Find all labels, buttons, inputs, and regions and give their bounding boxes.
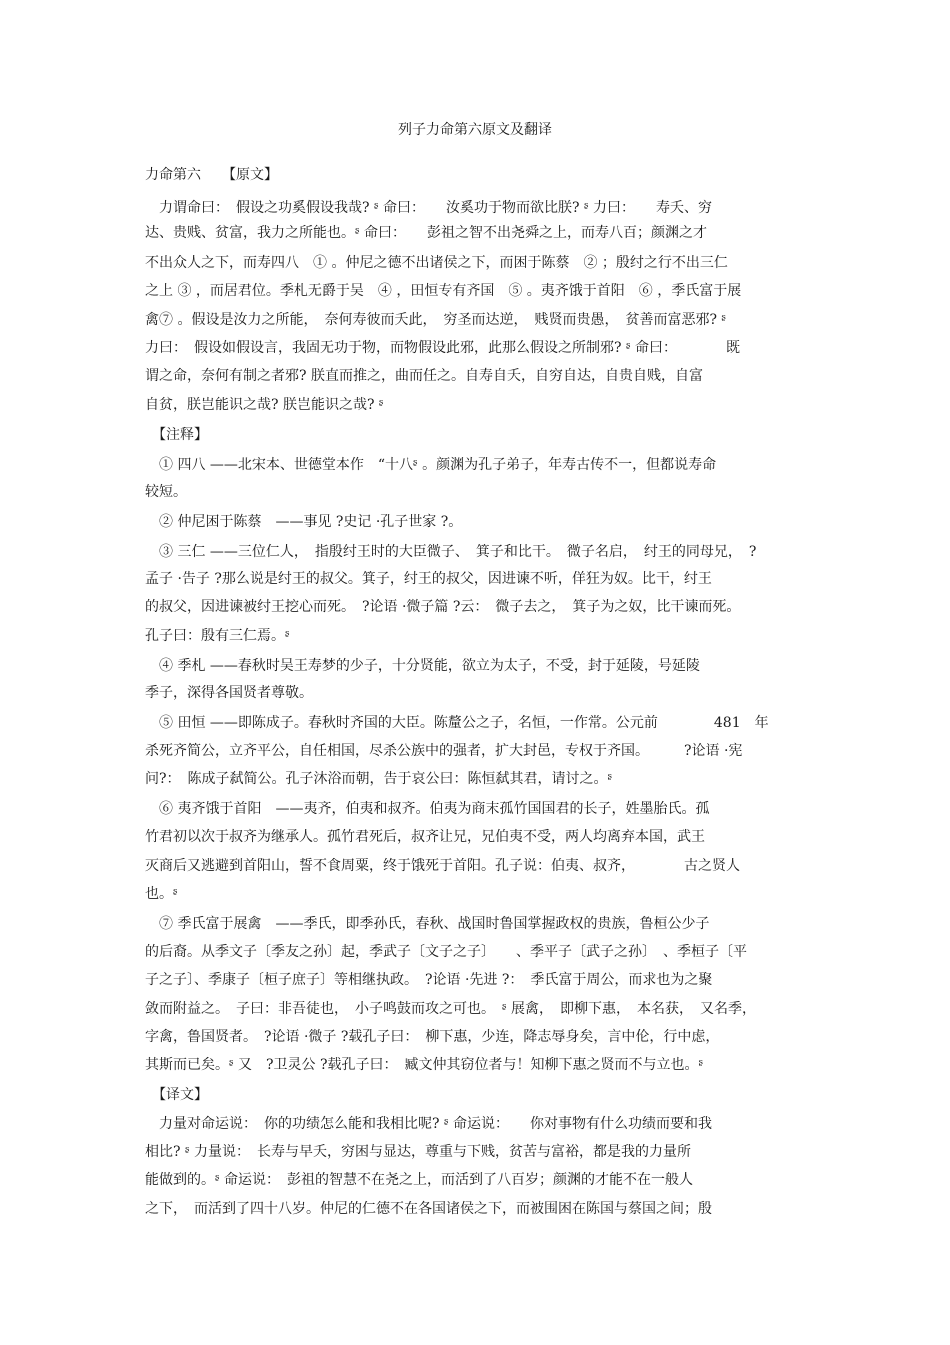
note-line: 孔子曰：殷有三仁焉。ᶳ — [145, 628, 290, 644]
text-line: 力曰： 假设如假设言，我固无功于物，而物假设此邪，此那么假设之所制邪? ᶳ 命曰： 既 — [145, 340, 740, 356]
translation-line: 相比? ᶳ 力量说： 长寿与早夭，穷困与显达，尊重与下贱，贫苦与富裕，都是我的力量所 — [145, 1144, 691, 1160]
note-line: ④ 季札 ——春秋时吴王寿梦的少子，十分贤能，欲立为太子，不受，封于延陵，号延陵 — [145, 658, 700, 674]
text-line: 之上 ③ ，而居君位。季札无爵于吴 ④ ，田恒专有齐国 ⑤ 。夷齐饿于首阳 ⑥ ，季氏富于展 — [145, 283, 742, 299]
note-line: 杀死齐简公，立齐平公，自任相国，尽杀公族中的强者，扩大封邑，专权于齐国。 ?论语 ·宪 — [145, 743, 743, 759]
text-line: 达、贵贱、贫富，我力之所能也。ᶳ 命曰： 彭祖之智不出尧舜之上，而寿八百；颜渊之才 — [145, 225, 708, 241]
note-line: ⑦ 季氏富于展禽 ——季氏，即季孙氏，春秋、战国时鲁国掌握政权的贵族，鲁桓公少子 — [145, 916, 710, 932]
text-line: 力谓命曰： 假设之功奚假设我哉? ᶳ 命曰： 汝奚功于物而欲比朕? ᶳ 力曰： 寿夭、穷 — [145, 200, 712, 216]
note-line: 的后裔。从季文子〔季友之孙〕起，季武子〔文子之子〕 、季平子〔武子之孙〕 、季桓子〔平 — [145, 944, 747, 960]
note-line: 问?： 陈成子弑简公。孔子沐浴而朝，告于哀公曰：陈恒弑其君，请讨之。ᶳ — [145, 771, 613, 787]
note-line: ② 仲尼困于陈蔡 ——事见 ?史记 ·孔子世家 ?。 — [145, 514, 463, 530]
note-line: 字禽，鲁国贤者。 ?论语 ·微子 ?载孔子曰： 柳下惠，少连，降志辱身矣，言中伦，行中虑， — [145, 1029, 720, 1045]
note-line: 其斯而已矣。ᶳ 又 ?卫灵公 ?载孔子曰： 臧文仲其窃位者与！知柳下惠之贤而不与立也。ᶳ — [145, 1057, 704, 1073]
note-line: 的叔父，因进谏被纣王挖心而死。 ?论语 ·微子篇 ?云： 微子去之， 箕子为之奴，比干谏而死。 — [145, 599, 741, 615]
note-line: 较短。 — [145, 484, 187, 500]
translation-line: 之下， 而活到了四十八岁。仲尼的仁德不在各国诸侯之下，而被围困在陈国与蔡国之间；殷 — [145, 1201, 712, 1217]
section-heading: 力命第六 【原文】 — [145, 167, 278, 183]
note-line: ① 四八 ——北宋本、世德堂本作 “十八ᶳ 。颜渊为孔子弟子，年寿古传不一，但都说寿命 — [145, 457, 717, 473]
section-heading: 【注释】 — [145, 427, 208, 443]
note-line: 孟子 ·告子 ?那么说是纣王的叔父。箕子，纣王的叔父，因进谏不听，佯狂为奴。比干，纣王 — [145, 571, 712, 587]
note-line: 季子，深得各国贤者尊敬。 — [145, 685, 313, 701]
note-line: 灭商后又逃避到首阳山，誓不食周粟，终于饿死于首阳。孔子说：伯夷、叔齐， 古之贤人 — [145, 858, 740, 874]
note-line: ③ 三仁 ——三位仁人， 指殷纣王时的大臣微子、 箕子和比干。 微子名启， 纣王的同母兄， ? — [145, 544, 757, 560]
note-line: 竹君初以次于叔齐为继承人。孤竹君死后，叔齐让兄，兄伯夷不受，两人均离弃本国，武王 — [145, 829, 705, 845]
note-line: 子之子〕、季康子〔桓子庶子〕等相继执政。 ?论语 ·先进 ?： 季氏富于周公，而求也为之聚 — [145, 972, 713, 988]
translation-line: 能做到的。ᶳ 命运说： 彭祖的智慧不在尧之上，而活到了八百岁；颜渊的才能不在一般人 — [145, 1172, 694, 1188]
section-heading: 【译文】 — [145, 1087, 208, 1103]
note-line: ⑥ 夷齐饿于首阳 ——夷齐，伯夷和叔齐。伯夷为商末孤竹国国君的长子，姓墨胎氏。孤 — [145, 801, 710, 817]
note-line: 也。ᶳ — [145, 886, 178, 902]
text-line: 自贫，朕岂能识之哉? 朕岂能识之哉? ᶳ — [145, 397, 384, 413]
note-line: 敛而附益之。 子曰：非吾徒也， 小子鸣鼓而攻之可也。 ᶳ 展禽， 即柳下惠， 本名获， 又名季， — [145, 1001, 757, 1017]
text-line: 谓之命，奈何有制之者邪? 朕直而推之，曲而任之。自寿自夭，自穷自达，自贵自贱，自富 — [145, 368, 703, 384]
text-line: 不出众人之下，而寿四八 ① 。仲尼之德不出诸侯之下，而困于陈蔡 ② ；殷纣之行不出三仁 — [145, 255, 728, 271]
text-line: 禽⑦ 。假设是汝力之所能， 奈何寿彼而夭此， 穷圣而达逆， 贱贤而贵愚， 贫善而富恶邪? ᶳ — [145, 312, 726, 328]
note-line: ⑤ 田恒 ——即陈成子。春秋时齐国的大臣。陈釐公之子，名恒，一作常。公元前 481 年 — [145, 715, 769, 731]
translation-line: 力量对命运说： 你的功绩怎么能和我相比呢? ᶳ 命运说： 你对事物有什么功绩而要和我 — [145, 1116, 712, 1132]
page-title: 列子力命第六原文及翻译 — [398, 122, 552, 138]
